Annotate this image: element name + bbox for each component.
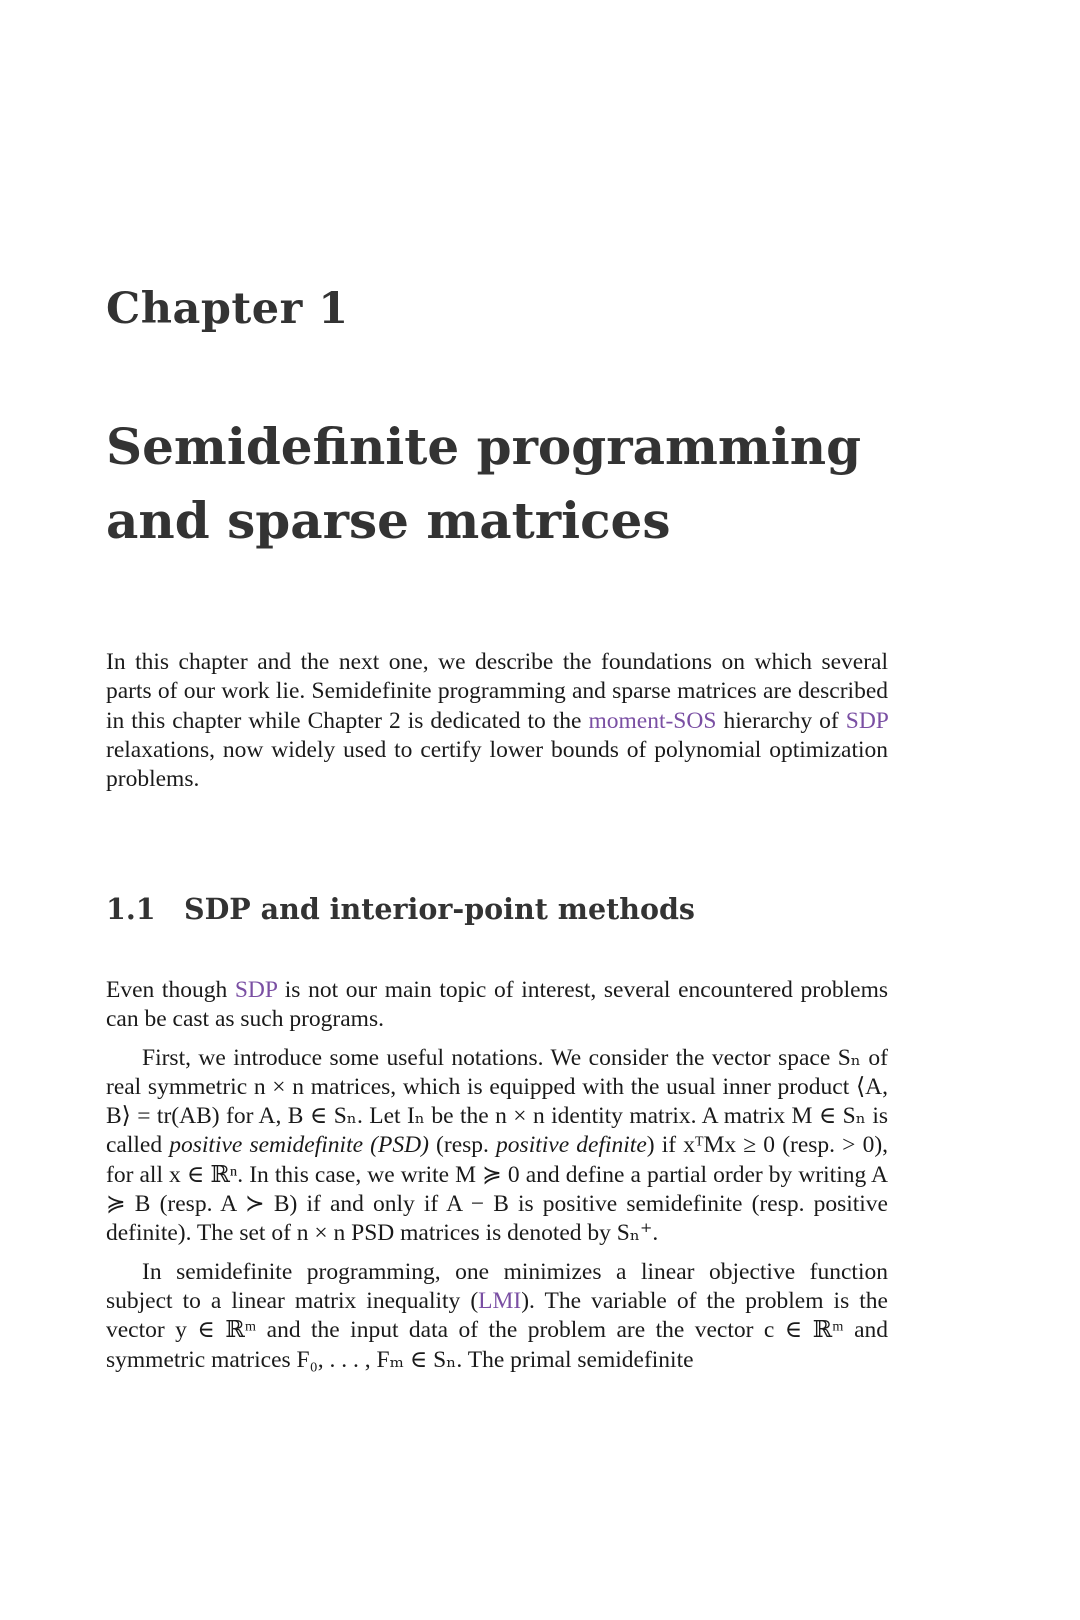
intro-text-a: In this chapter and the next one, we describe the foundations on which several parts of our work lie. Semidefinite programming and sparse matrices are described in this chapter while Chapter 2 is dedicated to the (106, 649, 888, 734)
p2-s2: Sₙ of real symmetric n × n matrices, which is equipped with the usual inner product ⟨A, B⟩ = tr(AB) for A, B ∈ Sₙ. Let Iₙ be the n × n identity matrix. A matrix M ∈ Sₙ is called (106, 1044, 888, 1159)
psd-term: positive semidefinite (PSD) (169, 1132, 429, 1159)
chapter-title-line-2: and sparse matrices (106, 491, 671, 550)
section-body (106, 976, 888, 1384)
p1-text-b: is not our main topic of interest, several encountered problems can be cast as such programs. (106, 977, 888, 1033)
sdp-link[interactable]: SDP (845, 707, 888, 734)
moment-sos-link[interactable]: moment-SOS (588, 707, 717, 734)
p3-s2: ). The variable of the problem is the vector y ∈ ℝᵐ and the input data of the problem are the vector c ∈ ℝᵐ and symmetric matrices F₀, . . . , Fₘ ∈ Sₙ. The primal semidefinite (106, 1287, 888, 1373)
pd-term: positive definite (496, 1132, 647, 1159)
section-title: SDP and interior-point methods (184, 892, 695, 926)
chapter-title-line-1: Semidefinite programming (106, 417, 862, 476)
p3-s1: In semidefinite programming, one minimizes a linear objective function subject to a linear matrix inequality ( (106, 1258, 888, 1314)
p2-s1: First, we introduce some useful notations. We consider the vector space (142, 1044, 838, 1071)
intro-paragraph (106, 648, 888, 794)
paragraph-2 (106, 1044, 888, 1249)
p1-text-a: Even though (106, 977, 235, 1003)
chapter-label: Chapter 1 (106, 284, 349, 334)
intro-text-c: relaxations, now widely used to certify lower bounds of polynomial optimization problems. (106, 736, 888, 793)
paragraph-3 (106, 1258, 888, 1375)
section-number: 1.1 (106, 892, 156, 926)
section-heading (106, 892, 906, 926)
intro-text-b: hierarchy of (716, 707, 846, 734)
sdp-link-2[interactable]: SDP (234, 977, 278, 1003)
paragraph-1 (106, 976, 888, 1035)
chapter-title (106, 410, 1006, 558)
p2-s4: ) if xᵀMx ≥ 0 (resp. > 0), for all x ∈ ℝⁿ. In this case, we write M ≽ 0 and define a partial order by writing A ≽ B (resp. A ≻ B) if and only if A − B is positive semidefinite (resp. positive definite). The set of n × n PSD matrices is denoted by Sₙ⁺. (106, 1132, 889, 1247)
p2-s3: (resp. (428, 1132, 497, 1159)
lmi-link[interactable]: LMI (478, 1287, 522, 1314)
